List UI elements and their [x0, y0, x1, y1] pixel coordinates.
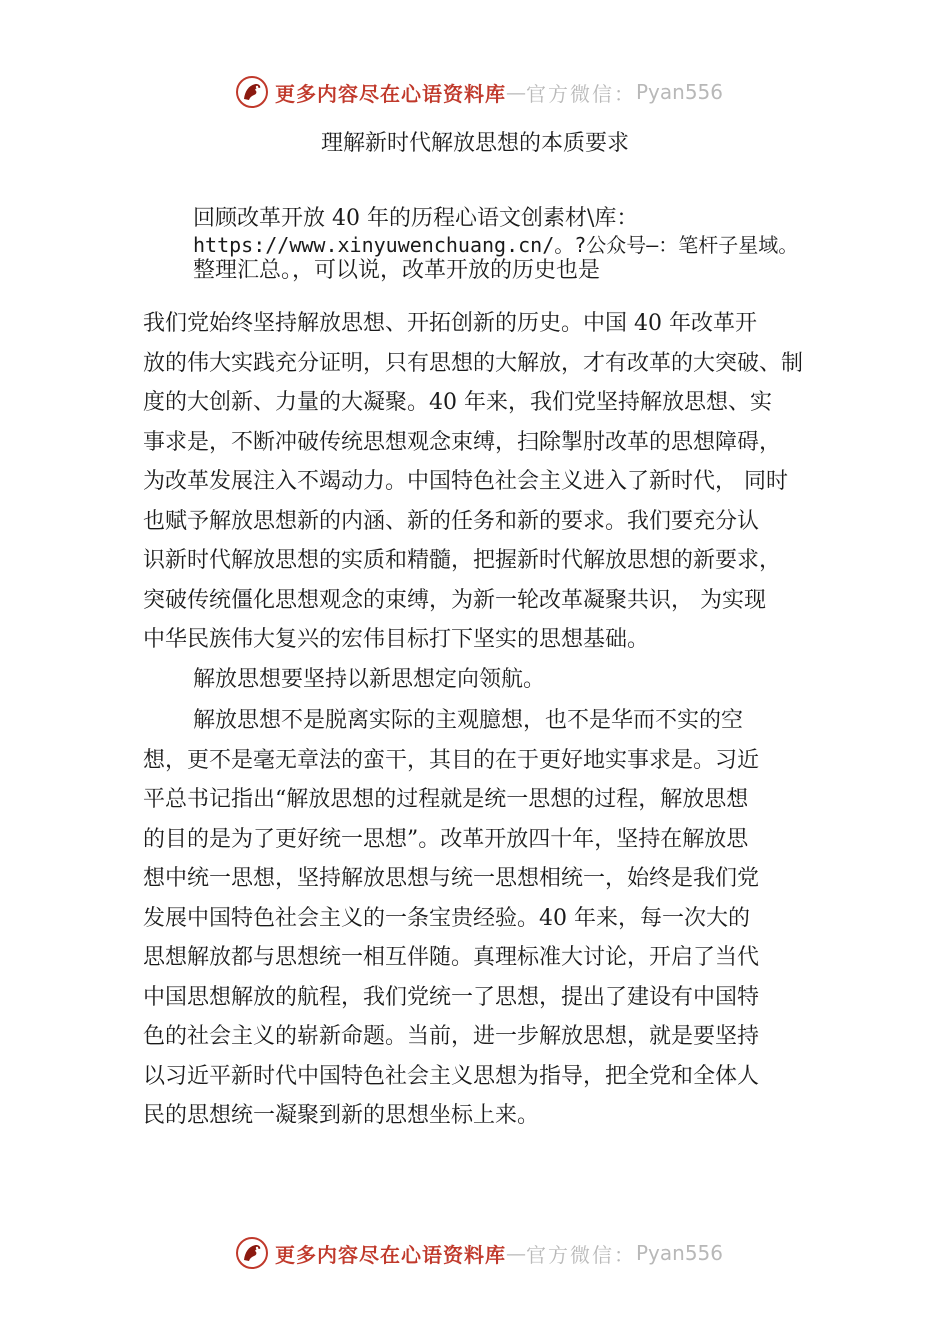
paragraph-2	[143, 660, 843, 700]
footer-banner-content	[235, 1236, 723, 1270]
header-banner-content	[235, 75, 723, 109]
text-line: 为改革发展注入不竭动力。中国特色社会主义进入了新时代， 同时	[143, 469, 788, 494]
text-line: 解放思想不是脱离实际的主观臆想，也不是华而不实的空	[193, 708, 744, 733]
header-banner	[0, 72, 950, 112]
text-line: 平总书记指出“解放思想的过程就是统一思想的过程，解放思想	[143, 787, 749, 812]
footer-banner	[0, 1233, 950, 1273]
text-line: 想，更不是毫无章法的蛮干，其目的在于更好地实事求是。习近	[143, 747, 760, 773]
text-line: 突破传统僵化思想观念的束缚，为新一轮改革凝聚共识， 为实现	[143, 587, 766, 613]
banner-text: 更多内容尽在心语资料库	[274, 81, 506, 106]
page-title: 理解新时代解放思想的本质要求	[320, 131, 629, 156]
paragraph-3	[143, 701, 843, 1136]
banner-separator: —	[505, 80, 526, 104]
horse-logo-icon	[235, 1236, 269, 1270]
intro-line: 回顾改革开放 40 年的历程心语文创素材\库：	[193, 206, 639, 231]
intro-url-line: https://www.xinyuwenchuang.cn/。?公众号—：笔杆子星域。	[193, 233, 799, 257]
text-line: 度的大创新、力量的大凝聚。40 年来，我们党坚持解放思想、实	[143, 390, 772, 415]
text-line: 民的思想统一凝聚到新的思想坐标上来。	[143, 1103, 540, 1128]
text-line: 发展中国特色社会主义的一条宝贵经验。40 年来，每一次大的	[143, 905, 750, 931]
text-line: 放的伟大实践充分证明，只有思想的大解放，才有改革的大突破、制	[143, 350, 804, 376]
banner-wechat-label: 官方微信：	[525, 81, 636, 106]
banner-wechat-id: Pyan556	[635, 1241, 723, 1265]
text-line: 中华民族伟大复兴的宏伟目标打下坚实的思想基础。	[143, 627, 650, 652]
paragraph-1	[143, 304, 843, 660]
text-line: 识新时代解放思想的实质和精髓，把握新时代解放思想的新要求，	[143, 548, 782, 573]
text-line: 中国思想解放的航程，我们党统一了思想，提出了建设有中国特	[143, 984, 760, 1010]
intro-block	[193, 206, 798, 284]
text-line: 的目的是为了更好统一思想”。改革开放四十年，坚持在解放思	[143, 826, 749, 852]
text-line: 思想解放都与思想统一相互伴随。真理标准大讨论，开启了当代	[143, 945, 760, 970]
intro-line: 整理汇总。，可以说，改革开放的历史也是	[193, 258, 601, 283]
text-line: 解放思想要坚持以新思想定向领航。	[193, 667, 546, 692]
banner-wechat-label: 官方微信：	[525, 1242, 636, 1267]
text-line: 事求是，不断冲破传统思想观念束缚，扫除掣肘改革的思想障碍，	[143, 429, 782, 455]
text-line: 想中统一思想，坚持解放思想与统一思想相统一，始终是我们党	[143, 866, 760, 891]
text-line: 色的社会主义的崭新命题。当前，进一步解放思想，就是要坚持	[143, 1024, 760, 1049]
text-line: 我们党始终坚持解放思想、开拓创新的历史。中国 40 年改革开	[143, 311, 757, 336]
horse-logo-icon	[235, 75, 269, 109]
text-line: 也赋予解放思想新的内涵、新的任务和新的要求。我们要充分认	[143, 508, 760, 534]
banner-separator: —	[505, 1241, 526, 1265]
banner-wechat-id: Pyan556	[635, 80, 723, 104]
banner-text: 更多内容尽在心语资料库	[274, 1242, 506, 1267]
text-line: 以习近平新时代中国特色社会主义思想为指导，把全党和全体人	[143, 1063, 760, 1089]
